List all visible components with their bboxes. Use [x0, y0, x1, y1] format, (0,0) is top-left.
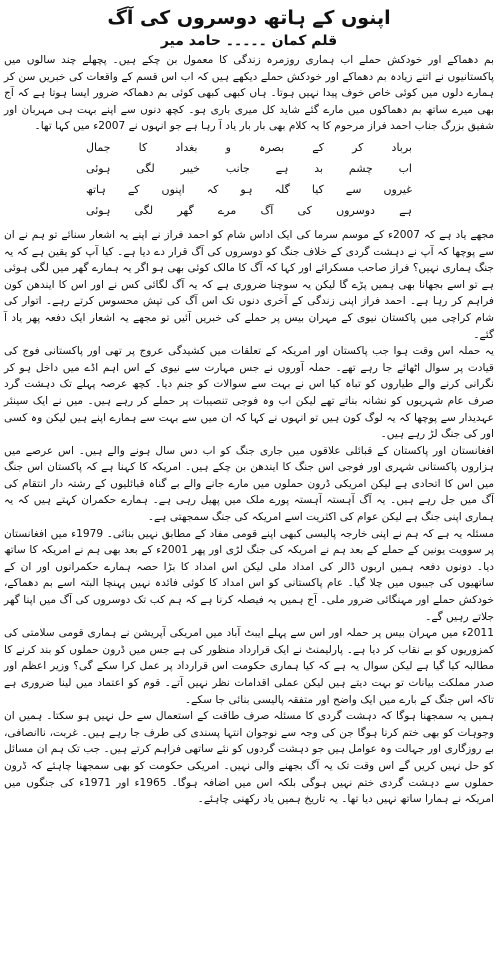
poem-line [84, 179, 414, 200]
poem-word: کہ [206, 182, 219, 196]
poem-word: کے [312, 140, 324, 154]
poem-word: غیروں [383, 182, 412, 196]
poem-word: گھر [177, 203, 194, 217]
poem-word: کا [138, 140, 148, 154]
body-paragraph: افغانستان اور پاکستان کے قبائلی علاقوں میں جاری جنگ کو اب دس سال ہونے والے ہیں۔ اس عرصے میں ہزاروں پاکستانی شہری اور فوجی اس جنگ کا ایندھن بن چکے ہیں۔ امریکہ کا کہنا ہے کہ پاکستان اس جنگ میں اس کا اتحادی ہے لیکن امریکی ڈرون حملوں میں مارے جانے والے بے گناہ قبائلیوں کے رشتہ دار انتقام کی آگ میں جل رہے ہیں۔ یہ آگ آہستہ آہستہ پورے ملک میں پھیل رہی ہے۔ ہمارے حکمران کہتے ہیں کہ یہ ہماری اپنی جنگ ہے لیکن عوام کی اکثریت اسے امریکہ کی جنگ سمجھتی ہے۔ [4, 444, 494, 524]
poem-word: اپنوں [161, 182, 185, 196]
poem-word: ہے [275, 161, 289, 175]
poem-word: جمال [86, 140, 111, 154]
body-paragraph: ہمیں یہ سمجھنا ہوگا کہ دہشت گردی کا مسئلہ صرف طاقت کے استعمال سے حل نہیں ہو سکتا۔ ہمیں ان وجوہات کو بھی ختم کرنا ہوگا جن کی وجہ سے نوجوان انتہا پسندی کی طرف جا رہے ہیں۔ غربت، ناانصافی، بے روزگاری اور جہالت وہ عوامل ہیں جو دہشت گردوں کو نئے ساتھی فراہم کرتے ہیں۔ جب تک ہم ان مسائل کو حل نہیں کریں گے اس وقت تک یہ آگ بجھنے والی نہیں۔ امریکی حکومت کو بھی سمجھنا چاہئے کہ ڈرون حملوں سے دہشت گردی ختم نہیں ہوگی بلکہ اس میں اضافہ ہوگا۔ 1965ء اور 1971ء کی جنگوں میں امریکہ نے ہمارا ساتھ نہیں دیا تھا۔ یہ تاریخ ہمیں یاد رکھنی چاہئے۔ [4, 710, 494, 806]
poem-word: ہوئی [86, 203, 111, 217]
poem-word: سے [345, 182, 362, 196]
poem-block [84, 137, 414, 221]
body-paragraph: یہ حملہ اس وقت ہوا جب پاکستان اور امریکہ کے تعلقات میں کشیدگی عروج پر تھی اور پاکستانی فوج کی قیادت پر سوال اٹھائے جا رہے تھے۔ حملہ آوروں نے جس مہارت سے نیوی کے اس اہم اڈے میں داخل ہو کر نگرانی کرنے والے طیاروں کو تباہ کیا اس نے بہت سے سوالات کو جنم دیا۔ کچھ عرصہ پہلے تک دہشت گرد صرف عام شہریوں کو نشانہ بناتے تھے لیکن اب وہ فوجی تنصیبات پر حملے کر رہے ہیں۔ میں نے ایک سینئر عہدیدار سے پوچھا کہ یہ لوگ کون ہیں تو انہوں نے کہا کہ ان میں سے بہت سے ہمارے اپنے ہیں لیکن وہ کسی اور کی جنگ لڑ رہے ہیں۔ [4, 345, 494, 441]
intro-paragraph: بم دھماکے اور خودکش حملے اب ہماری روزمرہ زندگی کا معمول بن چکے ہیں۔ پچھلے چند سالوں میں پاکستانیوں نے اتنے زیادہ بم دھماکے اور خودکش حملے دیکھے ہیں کہ اب اس قسم کے واقعات کی خبریں سن کر ہمارے دلوں میں کوئی خاص خوف پیدا نہیں ہوتا۔ ہاں کبھی کبھی کوئی بم دھماکہ ضرور ایسا ہوتا ہے کہ آج بھی میرے ساتھ بم دھماکوں میں مارے گئے شاید کل میری باری ہو۔ کچھ دنوں سے اپنے بہت ہی مہربان اور شفیق بزرگ جناب احمد فراز مرحوم کا یہ کلام بھی بار بار یاد آ رہا ہے جو انہوں نے 2007ء میں کہا تھا۔ [4, 54, 494, 133]
poem-word: دوسروں [336, 203, 375, 217]
poem-word: کیا [311, 182, 324, 196]
poem-word: مرے [217, 203, 237, 217]
body-paragraph: مجھے یاد ہے کہ 2007ء کے موسم سرما کی ایک اداس شام کو احمد فراز نے اپنے یہ اشعار سنائے تو ہم نے ان سے پوچھا کہ آپ نے دہشت گردی کے خلاف جنگ کو دوسروں کی آگ قرار دے دیا ہے۔ کیا آپ کو یقین ہے کہ یہ جنگ ہماری نہیں؟ فراز صاحب مسکرائے اور کہا کہ آگ کا مالک کوئی بھی ہو اگر یہ ہمارے گھر میں لگی ہوئی ہے تو اسے بجھانا بھی ہمیں پڑے گا لیکن یہ سوچنا ضروری ہے کہ یہ آگ لگائی کس نے اور اس کا ایندھن کون فراہم کر رہا ہے۔ احمد فراز اپنی زندگی کے آخری دنوں تک اس آگ کی تپش محسوس کرتے رہے۔ اتوار کی شام کراچی میں پاکستان نیوی کے مہران بیس پر حملے کی خبریں آئیں تو مجھے یہ اشعار ایک دفعہ پھر یاد آ گئے۔ [4, 228, 494, 341]
poem-word: ہو [240, 182, 253, 196]
poem-word: ہے [399, 203, 412, 217]
poem-word: کی [297, 203, 312, 217]
poem-word: بغداد [175, 140, 198, 154]
article-byline: قلم کمان ۔۔۔۔۔ حامد میر [160, 33, 338, 49]
article-body [4, 52, 494, 808]
poem-word: لگی [136, 161, 155, 175]
poem-word: لگی [134, 203, 154, 217]
body-paragraph: مسئلہ یہ ہے کہ ہم نے اپنی خارجہ پالیسی کبھی اپنے قومی مفاد کے مطابق نہیں بنائی۔ 1979ء میں افغانستان پر سوویت یونین کے حملے کے بعد ہم نے امریکہ کی جنگ لڑی اور پھر 2001ء کے بعد بھی ہم نے امریکہ کا ساتھ دیا۔ دونوں دفعہ ہمیں اربوں ڈالر کی امداد ملی لیکن اس امداد کا بڑا حصہ ہمارے حکمرانوں اور ان کے ساتھیوں کی جیبوں میں چلا گیا۔ عام پاکستانی کو اس امداد کا کوئی فائدہ نہیں پہنچا البتہ اسے بم دھماکے، خودکش حملے اور مہنگائی ضرور ملی۔ آج ہمیں یہ فیصلہ کرنا ہے کہ ہم کب تک دوسروں کی آگ میں اپنا گھر جلاتے رہیں گے۔ [4, 527, 494, 623]
poem-word: کے [127, 182, 140, 196]
poem-word: بصرہ [259, 140, 285, 154]
article-title: اپنوں کے ہاتھ دوسروں کی آگ [107, 7, 391, 29]
poem-word: کر [352, 140, 364, 154]
body-paragraph: 2011ء میں مہران بیس پر حملہ اور اس سے پہلے ایبٹ آباد میں امریکی آپریشن نے ہماری قومی سلامتی کی کمزوریوں کو بے نقاب کر دیا ہے۔ پارلیمنٹ نے ایک قرارداد منظور کی ہے جس میں ڈرون حملوں کو بند کرنے کا مطالبہ کیا گیا ہے لیکن سوال یہ ہے کہ کیا ہماری حکومت اس قرارداد پر عمل کرا سکے گی؟ وزیر اعظم اور صدر مملکت بیانات تو بہت دیتے ہیں لیکن عملی اقدامات نظر نہیں آتے۔ قوم کو اعتماد میں لینا ضروری ہے تاکہ اس جنگ کے بارے میں ایک واضح اور متفقہ پالیسی بنائی جا سکے۔ [4, 627, 494, 706]
poem-word: ہاتھ [86, 182, 106, 196]
poem-line [84, 200, 414, 221]
poem-line [84, 158, 414, 179]
poem-line [84, 137, 414, 158]
poem-word: خیبر [180, 161, 201, 175]
poem-word: برباد [391, 140, 412, 154]
poem-word: گلہ [274, 182, 290, 196]
poem-word: چشم [348, 161, 373, 175]
poem-word: ہوئی [86, 161, 111, 175]
poem-word: اب [398, 161, 412, 175]
poem-word: آگ [260, 203, 274, 217]
poem-word: و [225, 140, 231, 154]
poem-word: جانب [225, 161, 250, 175]
poem-word: بد [314, 161, 324, 175]
